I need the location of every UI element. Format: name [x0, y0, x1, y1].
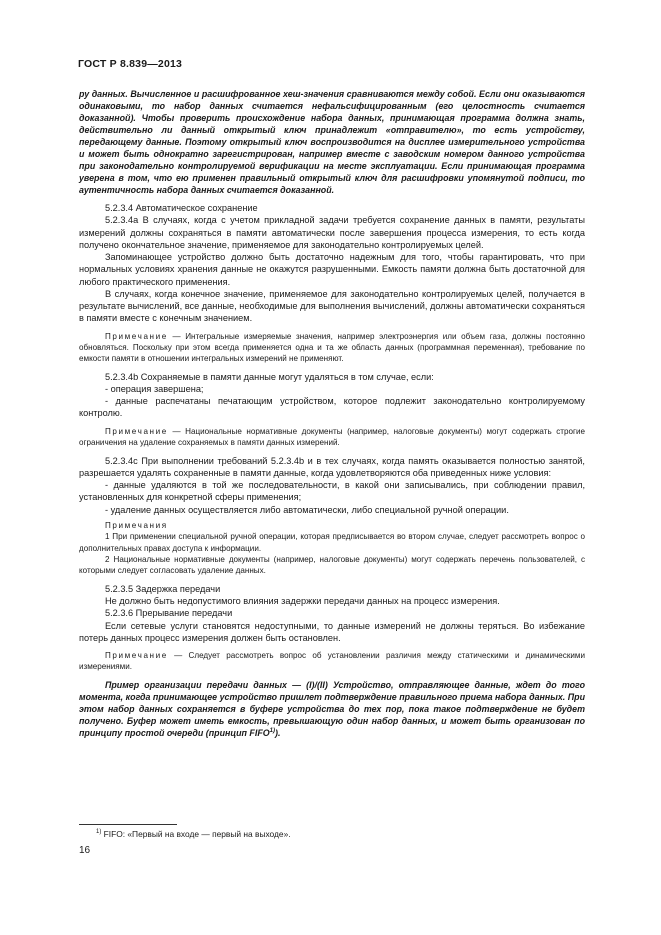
main-content	[79, 88, 585, 739]
note-item: 2 Национальные нормативные документы (например, налоговые документы) могут содержать перечень пользователей, с которыми следует согласовать удаление данных.	[79, 555, 585, 576]
note-text: — Интегральные измеряемые значения, например электроэнергия или объем газа, должны постоянно обновляться. Поскольку при этом всегда применяется одна и та же область данных (программная переменная), требование по емкости памяти в отношении интегральных измерений не применяют.	[79, 331, 585, 364]
footnote-text: FIFO: «Первый на входе — первый на выходе».	[101, 829, 291, 839]
section-5234-heading: 5.2.3.4 Автоматическое сохранение	[105, 203, 258, 213]
note-text: — Следует рассмотреть вопрос об установлении различия между статическими и динамическими измерениями.	[79, 651, 585, 672]
paragraph-calculations: В случаях, когда конечное значение, применяемое для законодательно контролируемых целей, получается в результате вычислений, все данные, необходимые для выполнения вычислений, должны автоматически сохраняться в памяти вместе с конечным значением.	[79, 288, 585, 324]
footnote-divider	[79, 824, 177, 825]
document-header: ГОСТ Р 8.839—2013	[78, 58, 183, 70]
note-item: 1 При применении специальной ручной операции, которая предписывается во втором случае, следует рассмотреть вопрос о дополнительных правах доступа к информации.	[79, 532, 585, 553]
section-5236-text: Если сетевые услуги становятся недоступными, то данные измерений не должны теряться. Во избежание потерь данных процесс измерения должен быть остановлен.	[79, 620, 585, 643]
list-item: - данные распечатаны печатающим устройством, которое подлежит законодательно контролируемому контролю.	[79, 396, 585, 419]
list-item: - данные удаляются в той же последовательности, в какой они записывались, при соблюдении правил, установленных для конкретной сферы применения;	[79, 480, 585, 503]
list-item: - операция завершена;	[105, 383, 204, 394]
note-static-dynamic	[79, 650, 585, 673]
example-paragraph: Пример организации передачи данных — (I)/(II) Устройство, отправляющее данные, ждет до того момента, когда принимающее устройство пришлет подтверждение правильного приема набора данных. При этом набор данных сохраняется в буфере устройства до тех пор, пока такое подтверждение не будет получено. Буфер может иметь емкость, превышающую один набор данных, и может быть организован по принципу простой очереди (принцип FIFO$^{1)}$).	[79, 679, 585, 738]
note-label: Примечание	[105, 331, 168, 341]
page-number: 16	[79, 845, 91, 856]
section-5235-text: Не должно быть недопустимого влияния задержки передачи данных на процесс измерения.	[105, 596, 500, 607]
note-label: Примечание	[105, 651, 168, 661]
list-item: - удаление данных осуществляется либо автоматически, либо специальной ручной операции.	[105, 504, 509, 515]
footnote-mark: 1)	[96, 829, 102, 836]
paragraph-storage-reliability: Запоминающее устройство должно быть достаточно надежным для того, чтобы гарантировать, что при нормальных условиях хранения данные не окажутся разрушенными. Емкость памяти должна быть достаточной для любого практического применения.	[79, 252, 585, 287]
note-label: Примечание	[105, 426, 168, 436]
footnote	[96, 829, 291, 839]
section-5236-heading: 5.2.3.6 Прерывание передачи	[105, 608, 233, 619]
section-5235-heading: 5.2.3.5 Задержка передачи	[105, 583, 221, 594]
notes-heading: Примечания	[105, 520, 168, 530]
intro-paragraph: ру данных. Вычисленное и расшифрованное хеш-значения сравниваются между собой. Если они оказываются одинаковыми, то набор данных считается нефальсифицированным (его целостность считается доказанной). Чтобы проверить происхождение набора данных, принимающая программа должна знать, действительно ли данный открытый ключ принадлежит «отправителю», то есть устройству, передающему данные. Поэтому открытый ключ воспроизводится на дисплее измерительного устройства и может быть однократно зарегистрирован, например вместе с заводским номером данного устройства при законодательно контролируемой верификации на месте эксплуатации. Если принимающая программа уверена в том, что ею применен правильный открытый ключ для расшифровки упомянутой подписи, то аутентичность набора данных считается доказанной.	[79, 89, 585, 195]
section-5234b-text: 5.2.3.4b Сохраняемые в памяти данные могут удаляться в том случае, если:	[105, 371, 434, 382]
footnote-reference: 1)	[269, 727, 275, 734]
note-text: — Национальные нормативные документы (например, налоговые документы) могут содержать строгие ограничения на удаление сохраняемых в памяти данных измерений.	[79, 426, 585, 448]
note-integral-values	[79, 331, 585, 365]
note-national-docs	[79, 426, 585, 449]
section-5234a-text: 5.2.3.4а В случаях, когда с учетом прикладной задачи требуется сохранение данных в памяти, результаты измерений должны сохраняться в памяти автоматически после завершения процесса измерения, то есть когда получено окончательное значение, применяемое для законодательно контролируемых целей.	[79, 215, 585, 250]
section-5234c-text: 5.2.3.4c При выполнении требований 5.2.3.4b и в тех случаях, когда память оказывается полностью занятой, разрешается удалять сохраненные в памяти данные, когда удовлетворяются оба приведенных ниже условия:	[79, 455, 585, 478]
